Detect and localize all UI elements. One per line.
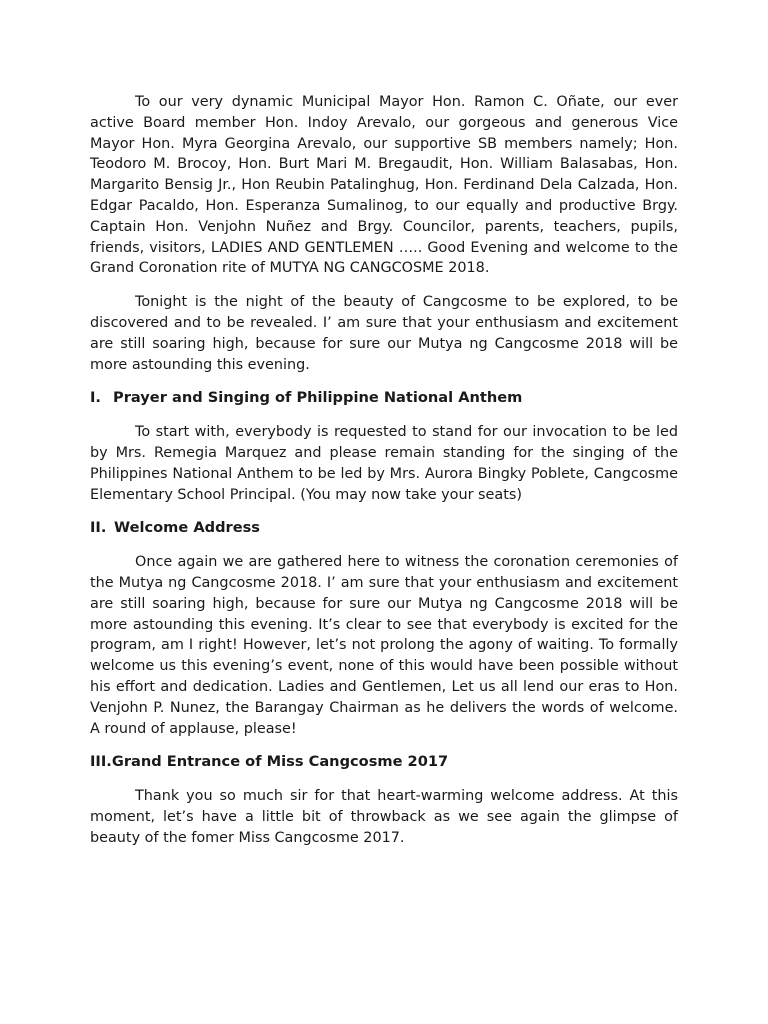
section-heading-welcome — [90, 518, 678, 539]
welcome-paragraph: Once again we are gathered here to witness the coronation ceremonies of the Mutya ng Cangcosme 2018. I’ am sure that your enthusiasm and excitement are still soaring high, because for sure our Mutya ng Cangcosme 2018 will be more astounding this evening. It’s clear to see that everybody is excited for the program, am I right! However, let’s not prolong the agony of waiting. To formally welcome us this evening’s event, none of this would have been possible without his effort and dedication. Ladies and Gentlemen, Let us all lend our eras to Hon. Venjohn P. Nunez, the Barangay Chairman as he delivers the words of welcome. A round of applause, please! — [90, 554, 678, 737]
grand-entrance-paragraph: Thank you so much sir for that heart-warming welcome address. At this moment, let’s have a little bit of throwback as we see again the glimpse of beauty of the fomer Miss Cangcosme 2017. — [90, 788, 678, 846]
section-number: III. — [90, 753, 112, 771]
prayer-paragraph: To start with, everybody is requested to stand for our invocation to be led by Mrs. Remegia Marquez and please remain standing for the singing of the Philippines National Anthem to be led by Mrs. Aurora Bingky Poblete, Cangcosme Elementary School Principal. (You may now take your seats) — [90, 424, 678, 503]
section-title: Welcome Address — [114, 519, 260, 537]
section-heading-grand-entrance — [90, 752, 678, 773]
section-number: I. — [90, 389, 101, 407]
introduction-paragraph: Tonight is the night of the beauty of Cangcosme to be explored, to be discovered and to be revealed. I’ am sure that your enthusiasm and excitement are still soaring high, because for sure our Mutya ng Cangcosme 2018 will be more astounding this evening. — [90, 294, 678, 373]
section-heading-prayer — [90, 388, 678, 409]
section-title: Prayer and Singing of Philippine National Anthem — [113, 389, 523, 407]
section-number: II. — [90, 519, 107, 537]
opening-greeting-paragraph: To our very dynamic Municipal Mayor Hon. Ramon C. Oñate, our ever active Board member Hon. Indoy Arevalo, our gorgeous and generous Vice Mayor Hon. Myra Georgina Arevalo, our supportive SB members namely; Hon. Teodoro M. Brocoy, Hon. Burt Mari M. Bregaudit, Hon. William Balasabas, Hon. Margarito Bensig Jr., Hon Reubin Patalinghug, Hon. Ferdinand Dela Calzada, Hon. Edgar Pacaldo, Hon. Esperanza Sumalinog, to our equally and productive Brgy. Captain Hon. Venjohn Nuñez and Brgy. Councilor, parents, teachers, pupils, friends, visitors, LADIES AND GENTLEMEN ….. Good Evening and welcome to the Grand Coronation rite of MUTYA NG CANGCOSME 2018. — [90, 94, 678, 277]
document-body — [90, 92, 678, 862]
section-title: Grand Entrance of Miss Cangcosme 2017 — [111, 753, 449, 771]
